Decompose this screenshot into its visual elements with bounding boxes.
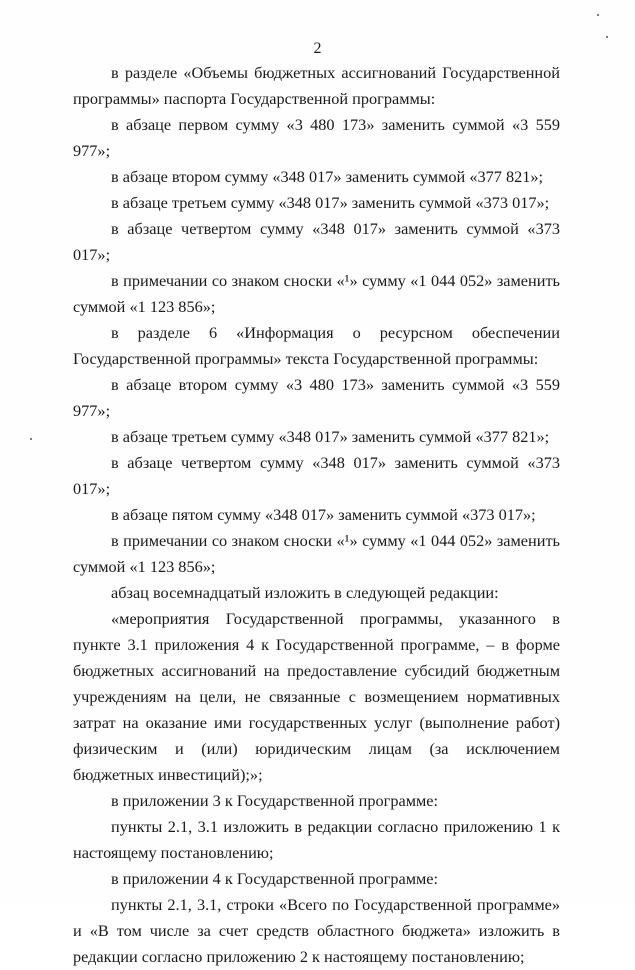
paragraph-points-appendix-2: пункты 2.1, 3.1, строки «Всего по Государственной программе» и «В том числе за счет средств областного бюджета» изложить в редакции согласно приложению 2 к настоящему постановлению; (73, 895, 560, 966)
paragraph-appendix-3: в приложении 3 к Государственной программе: (111, 791, 439, 810)
paragraph-amend-4: в абзаце четвертом сумму «348 017» заменить суммой «373 017»; (73, 219, 560, 264)
scan-speck (606, 36, 608, 38)
paragraph-appendix-4: в приложении 4 к Государственной программе: (111, 869, 439, 888)
paragraph-points-appendix-1: пункты 2.1, 3.1 изложить в редакции согласно приложению 1 к настоящему постановлению; (73, 817, 560, 862)
paragraph-amend-3: в абзаце третьем сумму «348 017» заменить суммой «373 017»; (111, 193, 550, 212)
scan-speck (30, 438, 32, 440)
paragraph-section-6-header: в разделе 6 «Информация о ресурсном обеспечении Государственной программы» текста Государственной программы: (73, 323, 560, 368)
paragraph-amend-1: в абзаце первом сумму «3 480 173» заменить суммой «3 559 977»; (73, 115, 560, 160)
paragraph-section-budget-header: в разделе «Объемы бюджетных ассигнований Государственной программы» паспорта Государственной программы: (73, 63, 560, 108)
paragraph-amend-8: в абзаце пятом сумму «348 017» заменить суммой «373 017»; (111, 505, 536, 524)
paragraph-amend-6: в абзаце третьем сумму «348 017» заменить суммой «377 821»; (111, 427, 550, 446)
scan-speck (597, 14, 599, 16)
paragraph-footnote-1: в примечании со знаком сноски «¹» сумму «1 044 052» заменить суммой «1 123 856»; (73, 271, 560, 316)
paragraph-amend-2: в абзаце втором сумму «348 017» заменить суммой «377 821»; (111, 167, 544, 186)
paragraph-quote: «мероприятия Государственной программы, указанного в пункте 3.1 приложения 4 к Государственной программе, – в форме бюджетных ассигнований на предоставление субсидий бюджетным учреждениям на цели, не связанные с возмещением нормативных затрат на оказание ими государственных услуг (выполнение работ) физическим и (или) юридическим лицам (за исключением бюджетных инвестиций);»; (73, 609, 560, 784)
page-number: 2 (313, 40, 322, 57)
paragraph-abzac-18: абзац восемнадцатый изложить в следующей редакции: (111, 583, 499, 602)
document-body (73, 60, 560, 970)
paragraph-amend-5: в абзаце втором сумму «3 480 173» заменить суммой «3 559 977»; (73, 375, 560, 420)
paragraph-footnote-2: в примечании со знаком сноски «¹» сумму «1 044 052» заменить суммой «1 123 856»; (73, 531, 560, 576)
paragraph-amend-7: в абзаце четвертом сумму «348 017» заменить суммой «373 017»; (73, 453, 560, 498)
